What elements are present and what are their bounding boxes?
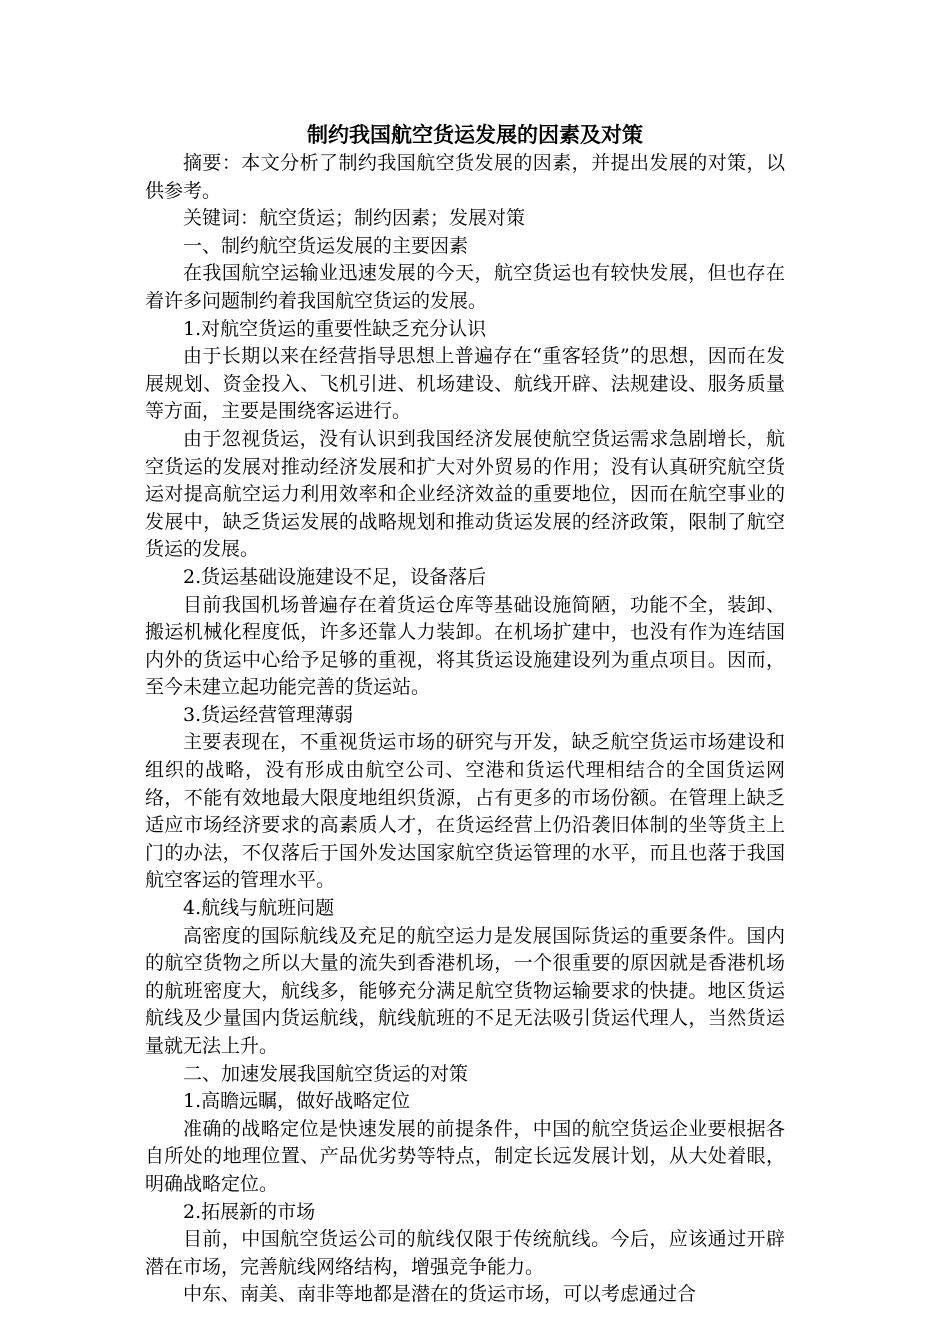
document-page bbox=[145, 120, 785, 1309]
section-heading-1: 一、制约航空货运发展的主要因素 bbox=[183, 234, 469, 257]
keywords-paragraph: 关键词：航空货运；制约因素；发展对策 bbox=[183, 207, 526, 230]
abstract-paragraph: 摘要：本文分析了制约我国航空货发展的因素，并提出发展的对策，以供参考。 bbox=[145, 152, 785, 202]
body-paragraph: 目前我国机场普遍存在着货运仓库等基础设施简陋，功能不全，装卸、搬运机械化程度低，许多还靠人力装卸。在机场扩建中，也没有作为连结国内外的货运中心给予足够的重视，将其货运设施建设列为重点项目。因而，至今未建立起功能完善的货运站。 bbox=[145, 593, 785, 699]
body-paragraph: 准确的战略定位是快速发展的前提条件，中国的航空货运企业要根据各自所处的地理位置、产品优劣势等特点，制定长远发展计划，从大处着眼，明确战略定位。 bbox=[145, 1117, 785, 1195]
body-paragraph: 中东、南美、南非等地都是潜在的货运市场，可以考虑通过合 bbox=[183, 1283, 697, 1306]
subsection-heading-2-1: 1.高瞻远瞩，做好战略定位 bbox=[183, 1090, 411, 1113]
body-paragraph: 由于长期以来在经营指导思想上普遍存在“重客轻货”的思想，因而在发展规划、资金投入、飞机引进、机场建设、航线开辟、法规建设、服务质量等方面，主要是围绕客运进行。 bbox=[145, 345, 785, 423]
subsection-heading-1-3: 3.货运经营管理薄弱 bbox=[183, 703, 354, 726]
body-paragraph: 在我国航空运输业迅速发展的今天，航空货运也有较快发展，但也存在着许多问题制约着我国航空货运的发展。 bbox=[145, 262, 785, 312]
section-heading-2: 二、加速发展我国航空货运的对策 bbox=[183, 1062, 469, 1085]
subsection-heading-1-4: 4.航线与航班问题 bbox=[183, 897, 335, 920]
body-paragraph: 高密度的国际航线及充足的航空运力是发展国际货运的重要条件。国内的航空货物之所以大量的流失到香港机场，一个很重要的原因就是香港机场的航班密度大，航线多，能够充分满足航空货物运输要求的快捷。地区货运航线及少量国内货运航线，航线航班的不足无法吸引货运代理人，当然货运量就无法上升。 bbox=[145, 924, 785, 1057]
body-paragraph: 由于忽视货运，没有认识到我国经济发展使航空货运需求急剧增长，航空货运的发展对推动经济发展和扩大对外贸易的作用；没有认真研究航空货运对提高航空运力利用效率和企业经济效益的重要地位，因而在航空事业的发展中，缺乏货运发展的战略规划和推动货运发展的经济政策，限制了航空货运的发展。 bbox=[145, 427, 785, 561]
body-paragraph: 目前，中国航空货运公司的航线仅限于传统航线。今后，应该通过开辟潜在市场，完善航线网络结构，增强竞争能力。 bbox=[145, 1228, 785, 1278]
subsection-heading-2-2: 2.拓展新的市场 bbox=[183, 1200, 316, 1223]
document-title: 制约我国航空货运发展的因素及对策 bbox=[307, 122, 643, 147]
subsection-heading-1-1: 1.对航空货运的重要性缺乏充分认识 bbox=[183, 317, 487, 340]
subsection-heading-1-2: 2.货运基础设施建设不足，设备落后 bbox=[183, 565, 487, 588]
body-paragraph: 主要表现在，不重视货运市场的研究与开发，缺乏航空货运市场建设和组织的战略，没有形成由航空公司、空港和货运代理相结合的全国货运网络，不能有效地最大限度地组织货源，占有更多的市场份额。在管理上缺乏适应市场经济要求的高素质人才，在货运经营上仍沿袭旧体制的坐等货主上门的办法，不仅落后于国外发达国家航空货运管理的水平，而且也落于我国航空客运的管理水平。 bbox=[145, 731, 785, 892]
